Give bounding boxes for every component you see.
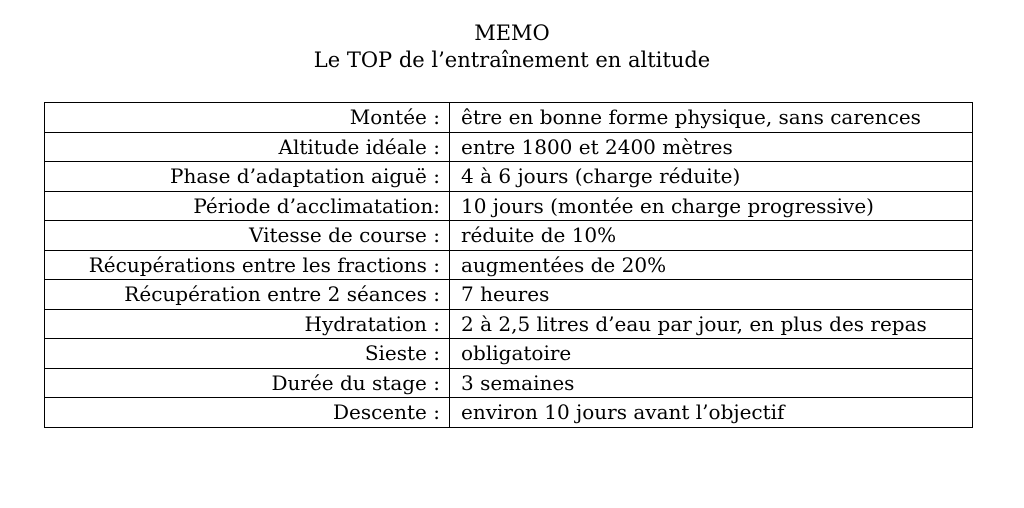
row-label: Vitesse de course :: [45, 221, 450, 251]
table-row: [45, 250, 973, 280]
row-label: Altitude idéale :: [45, 132, 450, 162]
table-row: [45, 221, 973, 251]
row-label: Phase d’adaptation aiguë :: [45, 162, 450, 192]
row-value: 2 à 2,5 litres d’eau par jour, en plus des repas: [450, 309, 973, 339]
table-row: [45, 132, 973, 162]
row-value: augmentées de 20%: [450, 250, 973, 280]
table-row: [45, 280, 973, 310]
document-subtitle: Le TOP de l’entraînement en altitude: [313, 48, 711, 72]
row-value: être en bonne forme physique, sans carences: [450, 103, 973, 133]
row-value: 3 semaines: [450, 368, 973, 398]
row-value: réduite de 10%: [450, 221, 973, 251]
row-label: Récupérations entre les fractions :: [45, 250, 450, 280]
row-value: 4 à 6 jours (charge réduite): [450, 162, 973, 192]
row-value: 10 jours (montée en charge progressive): [450, 191, 973, 221]
table-row: [45, 191, 973, 221]
row-value: obligatoire: [450, 339, 973, 369]
row-label: Descente :: [45, 398, 450, 428]
table-row: [45, 398, 973, 428]
row-value: environ 10 jours avant l’objectif: [450, 398, 973, 428]
table-row: [45, 309, 973, 339]
row-label: Hydratation :: [45, 309, 450, 339]
row-value: entre 1800 et 2400 mètres: [450, 132, 973, 162]
table-row: [45, 339, 973, 369]
row-label: Durée du stage :: [45, 368, 450, 398]
row-label: Sieste :: [45, 339, 450, 369]
document-header: [0, 20, 1024, 74]
document-title: MEMO: [474, 21, 550, 45]
table-row: [45, 162, 973, 192]
row-label: Récupération entre 2 séances :: [45, 280, 450, 310]
row-value: 7 heures: [450, 280, 973, 310]
row-label: Montée :: [45, 103, 450, 133]
table-row: [45, 103, 973, 133]
table-row: [45, 368, 973, 398]
memo-table: [44, 102, 973, 428]
row-label: Période d’acclimatation:: [45, 191, 450, 221]
